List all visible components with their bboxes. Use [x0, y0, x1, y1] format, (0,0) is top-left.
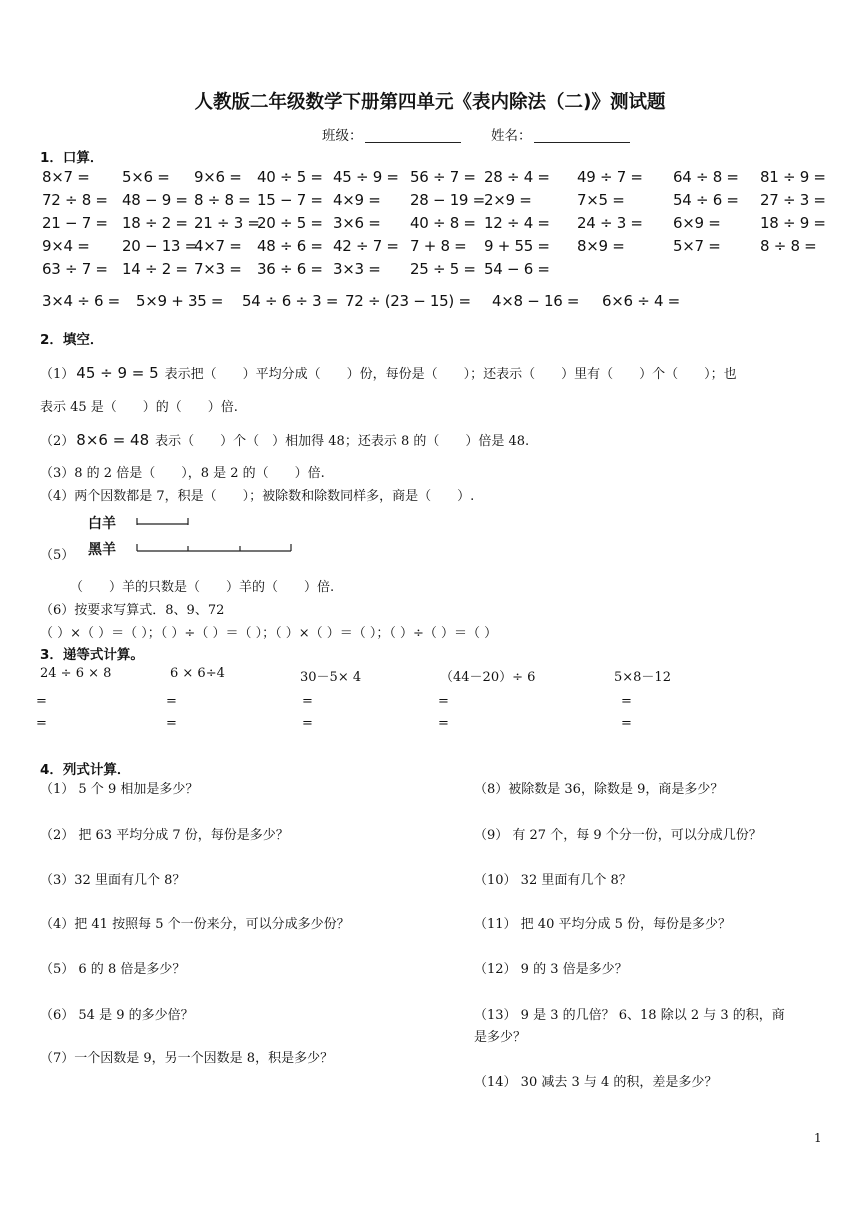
oral-expression: 3×3 =: [333, 260, 381, 278]
oral-expression: 8 ÷ 8 =: [760, 237, 817, 255]
fill-q5-text: （ ）羊的只数是（ ）羊的（ ）倍.: [70, 580, 335, 595]
q2-text: 表示（ ）个（ ）相加得 48；还表示 8 的（ ）倍是 48.: [155, 434, 530, 449]
section-1-heading: 1．口算．: [40, 150, 104, 166]
oral-expression: 25 ÷ 5 =: [410, 260, 476, 278]
class-label: 班级：: [322, 128, 363, 144]
equals-sign: =: [621, 694, 632, 709]
q1-text: 表示把（ ）平均分成（ ）份，每份是（ ）；还表示（ ）里有（ ）个（ ）；也: [164, 367, 737, 382]
oral-expression: 8×7 =: [42, 168, 90, 186]
oral-expression: 2×9 =: [484, 191, 532, 209]
stepwise-expression: 6 × 6÷4: [170, 666, 225, 681]
oral-expression: 8 ÷ 8 =: [194, 191, 251, 209]
stepwise-expression: 24 ÷ 6 × 8: [40, 666, 112, 681]
equals-sign: =: [36, 716, 47, 731]
oral-expression: 4×7 =: [194, 237, 242, 255]
word-problem: （5） 6 的 8 倍是多少？: [40, 962, 186, 977]
oral-expression: 40 ÷ 5 =: [257, 168, 323, 186]
mixed-expression: 5×9 + 35 =: [136, 292, 224, 310]
oral-expression: 18 ÷ 2 =: [122, 214, 188, 232]
oral-expression: 48 − 9 =: [122, 191, 188, 209]
oral-expression: 72 ÷ 8 =: [42, 191, 108, 209]
oral-expression: 63 ÷ 7 =: [42, 260, 108, 278]
word-problem: （10） 32 里面有几个 8？: [474, 873, 632, 888]
name-blank: [534, 128, 630, 143]
equals-sign: =: [36, 694, 47, 709]
oral-expression: 40 ÷ 8 =: [410, 214, 476, 232]
mixed-expression: 54 ÷ 6 ÷ 3 =: [242, 292, 339, 310]
stepwise-expression: 5×8－12: [614, 670, 671, 685]
section-4-heading: 4．列式计算．: [40, 762, 131, 778]
word-problem: （7）一个因数是 9，另一个因数是 8，积是多少？: [40, 1051, 334, 1066]
oral-expression: 3×6 =: [333, 214, 381, 232]
oral-expression: 64 ÷ 8 =: [673, 168, 739, 186]
oral-expression: 45 ÷ 9 =: [333, 168, 399, 186]
stepwise-expression: （44－20）÷ 6: [440, 670, 536, 685]
oral-expression: 15 − 7 =: [257, 191, 323, 209]
oral-expression: 54 ÷ 6 =: [673, 191, 739, 209]
fill-q4: （4）两个因数都是 7，积是（ ）；被除数和除数同样多，商是（ ）.: [40, 489, 475, 504]
oral-expression: 7 + 8 =: [410, 237, 467, 255]
oral-expression: 20 − 13 =: [122, 237, 197, 255]
page-number: 1: [814, 1131, 822, 1145]
q2-expression: 8×6 = 48: [76, 431, 150, 449]
class-blank: [365, 128, 461, 143]
page-title: 人教版二年级数学下册第四单元《表内除法（二)》测试题: [194, 92, 666, 113]
fill-q5-prefix: （5）: [40, 548, 75, 563]
oral-expression: 20 ÷ 5 =: [257, 214, 323, 232]
equals-sign: =: [438, 694, 449, 709]
equals-sign: =: [166, 716, 177, 731]
equals-sign: =: [302, 694, 313, 709]
name-field: [491, 124, 630, 144]
oral-expression: 42 ÷ 7 =: [333, 237, 399, 255]
oral-expression: 8×9 =: [577, 237, 625, 255]
oral-expression: 21 − 7 =: [42, 214, 108, 232]
mixed-expression: 3×4 ÷ 6 =: [42, 292, 120, 310]
name-label: 姓名：: [491, 128, 532, 144]
oral-expression: 9 + 55 =: [484, 237, 550, 255]
word-problem: （11） 把 40 平均分成 5 份，每份是多少？: [474, 917, 732, 932]
mixed-expression: 4×8 − 16 =: [492, 292, 580, 310]
section-2-heading: 2．填空．: [40, 332, 104, 348]
oral-expression: 5×6 =: [122, 168, 170, 186]
equals-sign: =: [302, 716, 313, 731]
oral-expression: 21 ÷ 3 =: [194, 214, 260, 232]
equals-sign: =: [621, 716, 632, 731]
oral-expression: 6×9 =: [673, 214, 721, 232]
fill-q6-blanks: （ ）×（ ）＝（ ）；（ ）÷（ ）＝（ ）；（ ）×（ ）＝（ ）；（ ）÷（ ）＝（ ）: [40, 626, 498, 641]
word-problem: （8）被除数是 36，除数是 9，商是多少？: [474, 782, 724, 797]
oral-expression: 7×5 =: [577, 191, 625, 209]
oral-expression: 49 ÷ 7 =: [577, 168, 643, 186]
word-problem: （9） 有 27 个，每 9 个分一份，可以分成几份？: [474, 828, 762, 843]
equals-sign: =: [166, 694, 177, 709]
oral-expression: 9×6 =: [194, 168, 242, 186]
oral-expression: 7×3 =: [194, 260, 242, 278]
fill-q2: [40, 430, 529, 449]
equals-sign: =: [438, 716, 449, 731]
class-field: [322, 124, 461, 144]
white-sheep-label: 白羊: [88, 516, 116, 532]
oral-expression: 36 ÷ 6 =: [257, 260, 323, 278]
oral-expression: 28 − 19 =: [410, 191, 485, 209]
mixed-expression: 72 ÷ (23 − 15) =: [345, 292, 471, 310]
fill-q1-continued: 表示 45 是（ ）的（ ）倍.: [40, 400, 238, 415]
word-problem: （6） 54 是 9 的多少倍？: [40, 1008, 194, 1023]
oral-expression: 12 ÷ 4 =: [484, 214, 550, 232]
oral-expression: 81 ÷ 9 =: [760, 168, 826, 186]
mixed-expression: 6×6 ÷ 4 =: [602, 292, 680, 310]
oral-expression: 5×7 =: [673, 237, 721, 255]
oral-expression: 9×4 =: [42, 237, 90, 255]
word-problem: 是多少？: [474, 1030, 527, 1045]
oral-expression: 54 − 6 =: [484, 260, 550, 278]
q1-expression: 45 ÷ 9 = 5: [76, 364, 159, 382]
fill-q1: [40, 363, 737, 382]
oral-expression: 24 ÷ 3 =: [577, 214, 643, 232]
word-problem: （14） 30 减去 3 与 4 的积，差是多少？: [474, 1075, 718, 1090]
word-problem: （12） 9 的 3 倍是多少？: [474, 962, 628, 977]
oral-expression: 48 ÷ 6 =: [257, 237, 323, 255]
oral-expression: 18 ÷ 9 =: [760, 214, 826, 232]
black-sheep-label: 黑羊: [88, 542, 116, 558]
oral-expression: 27 ÷ 3 =: [760, 191, 826, 209]
word-problem: （13） 9 是 3 的几倍？ 6、18 除以 2 与 3 的积，商: [474, 1008, 785, 1023]
oral-expression: 4×9 =: [333, 191, 381, 209]
oral-expression: 28 ÷ 4 =: [484, 168, 550, 186]
stepwise-expression: 30－5× 4: [300, 670, 362, 685]
fill-q3: （3）8 的 2 倍是（ ），8 是 2 的（ ）倍.: [40, 466, 325, 481]
word-problem: （1） 5 个 9 相加是多少？: [40, 782, 199, 797]
fill-q6: （6）按要求写算式．8、9、72: [40, 603, 225, 618]
oral-expression: 14 ÷ 2 =: [122, 260, 188, 278]
q2-prefix: （2）: [40, 434, 75, 449]
sheep-line-diagram: [130, 513, 300, 553]
word-problem: （2） 把 63 平均分成 7 份，每份是多少？: [40, 828, 289, 843]
word-problem: （4）把 41 按照每 5 个一份来分，可以分成多少份？: [40, 917, 350, 932]
section-3-heading: 3．递等式计算。: [40, 647, 144, 663]
oral-expression: 56 ÷ 7 =: [410, 168, 476, 186]
word-problem: （3）32 里面有几个 8？: [40, 873, 186, 888]
q1-prefix: （1）: [40, 367, 75, 382]
